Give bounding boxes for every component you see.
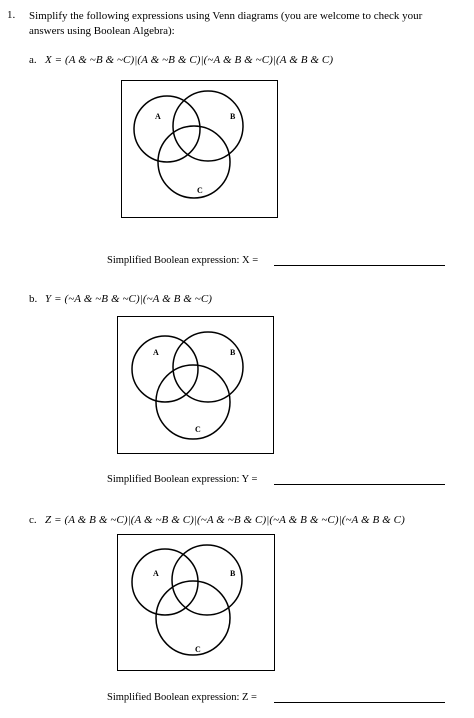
venn-a-label-b: B xyxy=(230,112,236,121)
venn-diagram-a xyxy=(121,80,278,218)
part-b-letter: b. xyxy=(29,293,38,305)
venn-a-circle-a xyxy=(134,96,200,162)
venn-c-circle-c xyxy=(156,581,230,655)
part-b-answer-line[interactable] xyxy=(274,484,445,485)
venn-c-circle-b xyxy=(172,545,242,615)
venn-diagram-c xyxy=(117,534,275,671)
question-number: 1. xyxy=(7,9,16,21)
venn-c-label-c: C xyxy=(195,645,201,654)
part-a-expression: X = (A & ~B & ~C)|(A & ~B & C)|(~A & B & ~C)|(A & B & C) xyxy=(45,54,334,66)
part-b-answer-label: Simplified Boolean expression: Y = xyxy=(107,474,258,485)
venn-diagram-b xyxy=(117,316,274,454)
venn-b-label-a: A xyxy=(153,348,159,357)
part-c-answer-line[interactable] xyxy=(274,702,445,703)
part-c-answer-label: Simplified Boolean expression: Z = xyxy=(107,692,257,703)
part-a-letter: a. xyxy=(29,54,37,66)
venn-c-label-b: B xyxy=(230,569,236,578)
venn-b-label-c: C xyxy=(195,425,201,434)
question-text-line-2: answers using Boolean Algebra): xyxy=(29,25,175,37)
venn-b-circle-a xyxy=(132,336,198,402)
venn-c-label-a: A xyxy=(153,569,159,578)
part-c-expression: Z = (A & B & ~C)|(A & ~B & C)|(~A & ~B & C)|(~A & B & ~C)|(~A & B & C) xyxy=(45,514,405,526)
venn-a-label-c: C xyxy=(197,186,203,195)
part-c-letter: c. xyxy=(29,514,37,526)
venn-b-label-b: B xyxy=(230,348,236,357)
part-b-expression: Y = (~A & ~B & ~C)|(~A & B & ~C) xyxy=(45,293,213,305)
part-a-answer-label: Simplified Boolean expression: X = xyxy=(107,255,259,266)
venn-a-label-a: A xyxy=(155,112,161,121)
part-a-answer-line[interactable] xyxy=(274,265,445,266)
question-text-line-1: Simplify the following expressions using Venn diagrams (you are welcome to check your xyxy=(29,10,423,22)
venn-a-circle-b xyxy=(173,91,243,161)
